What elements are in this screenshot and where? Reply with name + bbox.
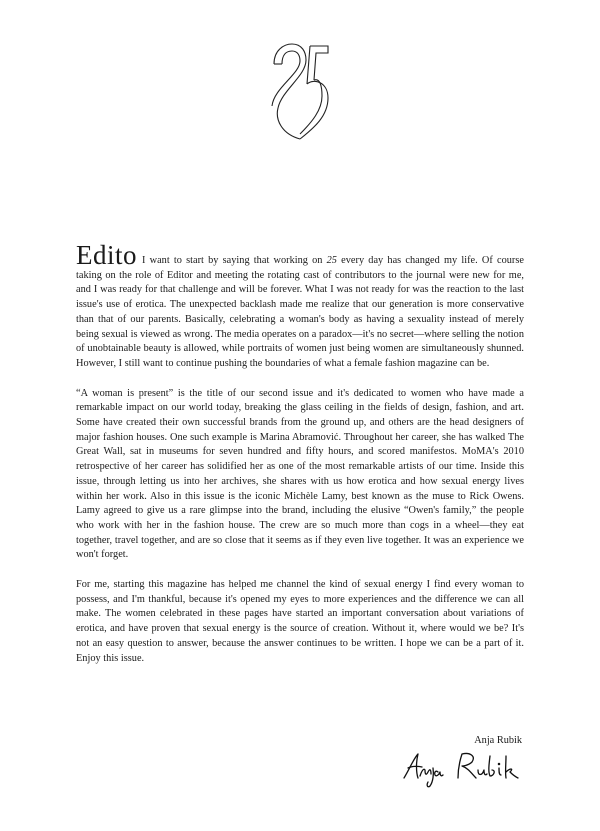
number-25-heart-logo-icon (270, 42, 330, 142)
paragraph-1-start: I want to start by saying that working on (142, 255, 327, 266)
handwritten-signature-icon (400, 748, 520, 788)
signature-name: Anja Rubik (474, 735, 522, 746)
edito-paragraph-1 (76, 240, 524, 372)
edito-title: Edito (76, 240, 137, 270)
issue-reference: 25 (326, 255, 337, 266)
paragraph-1-end: every day has changed my life. Of course taking on the role of Editor and meeting the rotating cast of contributors to the journal were new for me, and I was ready for that challenge and will be forever. What I was not ready for was the reaction to the last issue's use of erotica. The unexpected backlash made me realize that our generation is more conservative than that of our parents. Basically, celebrating a woman's body as having a sexuality instead of merely being sexual is viewed as wrong. The media operates on a paradox—it's no secret—where selling the notion of unobtainable beauty is allowed, while portraits of women just being women are simultaneously shunned. However, I still want to continue pushing the boundaries of what a female fashion magazine can be. (76, 255, 524, 369)
edito-paragraph-2: “A woman is present” is the title of our second issue and it's dedicated to women who have made a remarkable impact on our world today, breaking the glass ceiling in the fields of design, fashion, and art. Some have created their own successful brands from the ground up, and others are the head designers of major fashion houses. One such example is Marina Abramović. Throughout her career, she has walked The Great Wall, sat in museums for seven hundred and fifty hours, and scored manifestos. MoMA's 2010 retrospective of her career has solidified her as one of the most remarkable artists of our time. Inside this issue, through letting us into her archives, she shares with us how erotica and how sexual energy lives within her work. Also in this issue is the iconic Michèle Lamy, best known as the muse to Rick Owens. Lamy agreed to give us a rare glimpse into the brand, including the elusive “Owen's family,” the people who work with her in the fashion house. The crew are so much more than cogs in a wheel—they eat together, travel together, and are so close that it seems as if they even live together. It was an experience we won't forget. (76, 387, 524, 561)
edito-text-area (76, 240, 524, 666)
edito-paragraph-3: For me, starting this magazine has helped me channel the kind of sexual energy I find every woman to possess, and I'm thankful, because it's opened my eyes to more experiences and the difference we can all make. The women celebrated in these pages have started an important conversation about variations of erotica, and have proven that sexual energy is the source of creation. Without it, where would we be? It's not an easy question to answer, because the answer continues to be written. I hope we can be a part of it. Enjoy this issue. (76, 579, 524, 664)
